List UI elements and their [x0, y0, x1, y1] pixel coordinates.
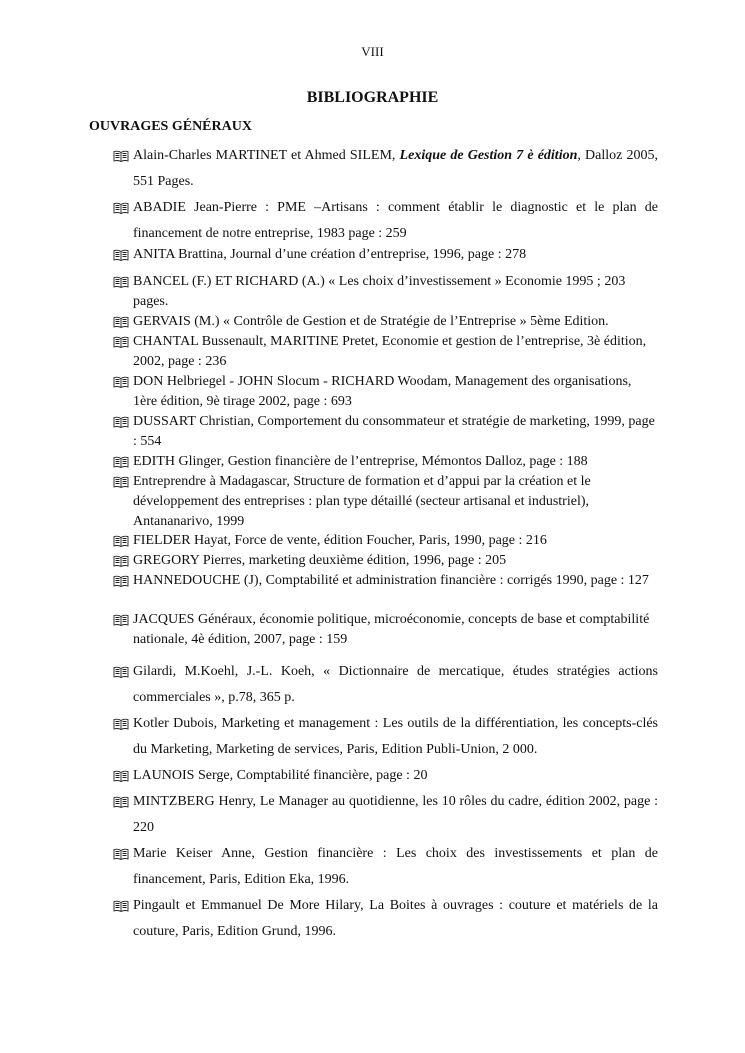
- bibliography-entry: [113, 763, 658, 789]
- entry-citation: HANNEDOUCHE (J), Comptabilité et administration financière : corrigés 1990, page : 127: [133, 573, 649, 588]
- bibliography-entry: [113, 143, 658, 195]
- entry-text: [133, 452, 658, 472]
- entry-citation-tail: , Dalloz 2005, 551 Pages.: [133, 148, 658, 189]
- bibliography-entry: [113, 372, 658, 412]
- open-book-icon: [113, 718, 129, 730]
- entry-citation: ABADIE Jean-Pierre : PME –Artisans : comment établir le diagnostic et le plan de financement de notre entreprise, 1983 page : 259: [133, 200, 658, 241]
- entry-citation: DUSSART Christian, Comportement du consommateur et stratégie de marketing, 1999, page : 554: [133, 414, 655, 449]
- open-book-icon: [113, 202, 129, 214]
- bibliography-entry: [113, 452, 658, 472]
- entry-citation: ANITA Brattina, Journal d’une création d’entreprise, 1996, page : 278: [133, 247, 527, 262]
- bibliography-entry: [113, 610, 658, 650]
- entry-citation: Gilardi, M.Koehl, J.-L. Koeh, « Dictionnaire de mercatique, études stratégies actions commerciales », p.78, 365 p.: [133, 664, 658, 705]
- open-book-icon: [113, 376, 129, 388]
- bibliography-entry: [113, 332, 658, 372]
- open-book-icon: [113, 770, 129, 782]
- entry-text: [133, 551, 658, 571]
- entry-text: [133, 763, 658, 789]
- open-book-icon: [113, 150, 129, 162]
- bibliography-entry: [113, 531, 658, 551]
- bibliography-entry: [113, 789, 658, 841]
- bibliography-entry: [113, 841, 658, 893]
- open-book-icon: [113, 476, 129, 488]
- entry-text: [133, 571, 658, 591]
- entry-text: [133, 195, 658, 247]
- entry-text: [133, 711, 658, 763]
- entry-citation: Entreprendre à Madagascar, Structure de formation et d’appui par la création et le développement des entreprises : plan type détaillé (secteur artisanal et industriel), Antananarivo, 1999: [133, 474, 591, 529]
- bibliography-entry: [113, 272, 658, 312]
- entry-citation: Alain-Charles MARTINET et Ahmed SILEM,: [133, 148, 400, 163]
- entry-text: [133, 143, 658, 195]
- open-book-icon: [113, 249, 129, 261]
- entry-text: [133, 893, 658, 945]
- entry-text: [133, 531, 658, 551]
- open-book-icon: [113, 666, 129, 678]
- page-title: BIBLIOGRAPHIE: [306, 89, 439, 106]
- entry-text: [133, 332, 658, 372]
- entry-citation: Marie Keiser Anne, Gestion financière : Les choix des investissements et plan de financement, Paris, Edition Eka, 1996.: [133, 846, 658, 887]
- bibliography-entry: [113, 711, 658, 763]
- open-book-icon: [113, 276, 129, 288]
- entry-citation: LAUNOIS Serge, Comptabilité financière, page : 20: [133, 768, 428, 783]
- entry-text: [133, 841, 658, 893]
- entry-text: [133, 412, 658, 452]
- entry-citation: MINTZBERG Henry, Le Manager au quotidienne, les 10 rôles du cadre, édition 2002, page : 220: [133, 794, 658, 835]
- bibliography-entry: [113, 472, 658, 532]
- open-book-icon: [113, 900, 129, 912]
- section-heading: OUVRAGES GÉNÉRAUX: [89, 119, 252, 134]
- open-book-icon: [113, 336, 129, 348]
- entry-citation: BANCEL (F.) ET RICHARD (A.) « Les choix d’investissement » Economie 1995 ; 203 pages.: [133, 274, 626, 309]
- entry-text: [133, 610, 658, 650]
- entry-citation: EDITH Glinger, Gestion financière de l’entreprise, Mémontos Dalloz, page : 188: [133, 454, 588, 469]
- open-book-icon: [113, 796, 129, 808]
- open-book-icon: [113, 575, 129, 587]
- open-book-icon: [113, 848, 129, 860]
- entry-citation: GREGORY Pierres, marketing deuxième édition, 1996, page : 205: [133, 553, 507, 568]
- entry-text: [133, 472, 658, 532]
- open-book-icon: [113, 614, 129, 626]
- entry-text: [133, 245, 658, 265]
- entry-text: [133, 659, 658, 711]
- entry-title-emphasis: Lexique de Gestion 7 è édition: [399, 148, 578, 163]
- open-book-icon: [113, 416, 129, 428]
- entry-citation: Pingault et Emmanuel De More Hilary, La Boites à ouvrages : couture et matériels de la couture, Paris, Edition Grund, 1996.: [133, 898, 658, 939]
- open-book-icon: [113, 535, 129, 547]
- entry-text: [133, 272, 658, 312]
- bibliography-entry: [113, 893, 658, 945]
- entry-citation: Kotler Dubois, Marketing et management : Les outils de la différentiation, les concepts-clés du Marketing, Marketing de services, Paris, Edition Publi-Union, 2 000.: [133, 716, 658, 757]
- entry-text: [133, 312, 658, 332]
- open-book-icon: [113, 555, 129, 567]
- entry-citation: DON Helbriegel - JOHN Slocum - RICHARD Woodam, Management des organisations, 1ère édition, 9è tirage 2002, page : 693: [133, 374, 632, 409]
- open-book-icon: [113, 456, 129, 468]
- bibliography-entry: [113, 571, 658, 591]
- entry-citation: CHANTAL Bussenault, MARITINE Pretet, Economie et gestion de l’entreprise, 3è édition, 2002, page : 236: [133, 334, 647, 369]
- entry-text: [133, 372, 658, 412]
- entry-citation: JACQUES Généraux, économie politique, microéconomie, concepts de base et comptabilité nationale, 4è édition, 2007, page : 159: [133, 612, 650, 647]
- entry-citation: FIELDER Hayat, Force de vente, édition Foucher, Paris, 1990, page : 216: [133, 533, 547, 548]
- bibliography-entry: [113, 195, 658, 247]
- entry-text: [133, 789, 658, 841]
- bibliography-entry: [113, 659, 658, 711]
- bibliography-entry: [113, 412, 658, 452]
- open-book-icon: [113, 316, 129, 328]
- bibliography-entry: [113, 312, 658, 332]
- bibliography-entry: [113, 245, 658, 265]
- entry-citation: GERVAIS (M.) « Contrôle de Gestion et de Stratégie de l’Entreprise » 5ème Edition.: [133, 314, 609, 329]
- bibliography-entry: [113, 551, 658, 571]
- page-number: VIII: [361, 44, 384, 59]
